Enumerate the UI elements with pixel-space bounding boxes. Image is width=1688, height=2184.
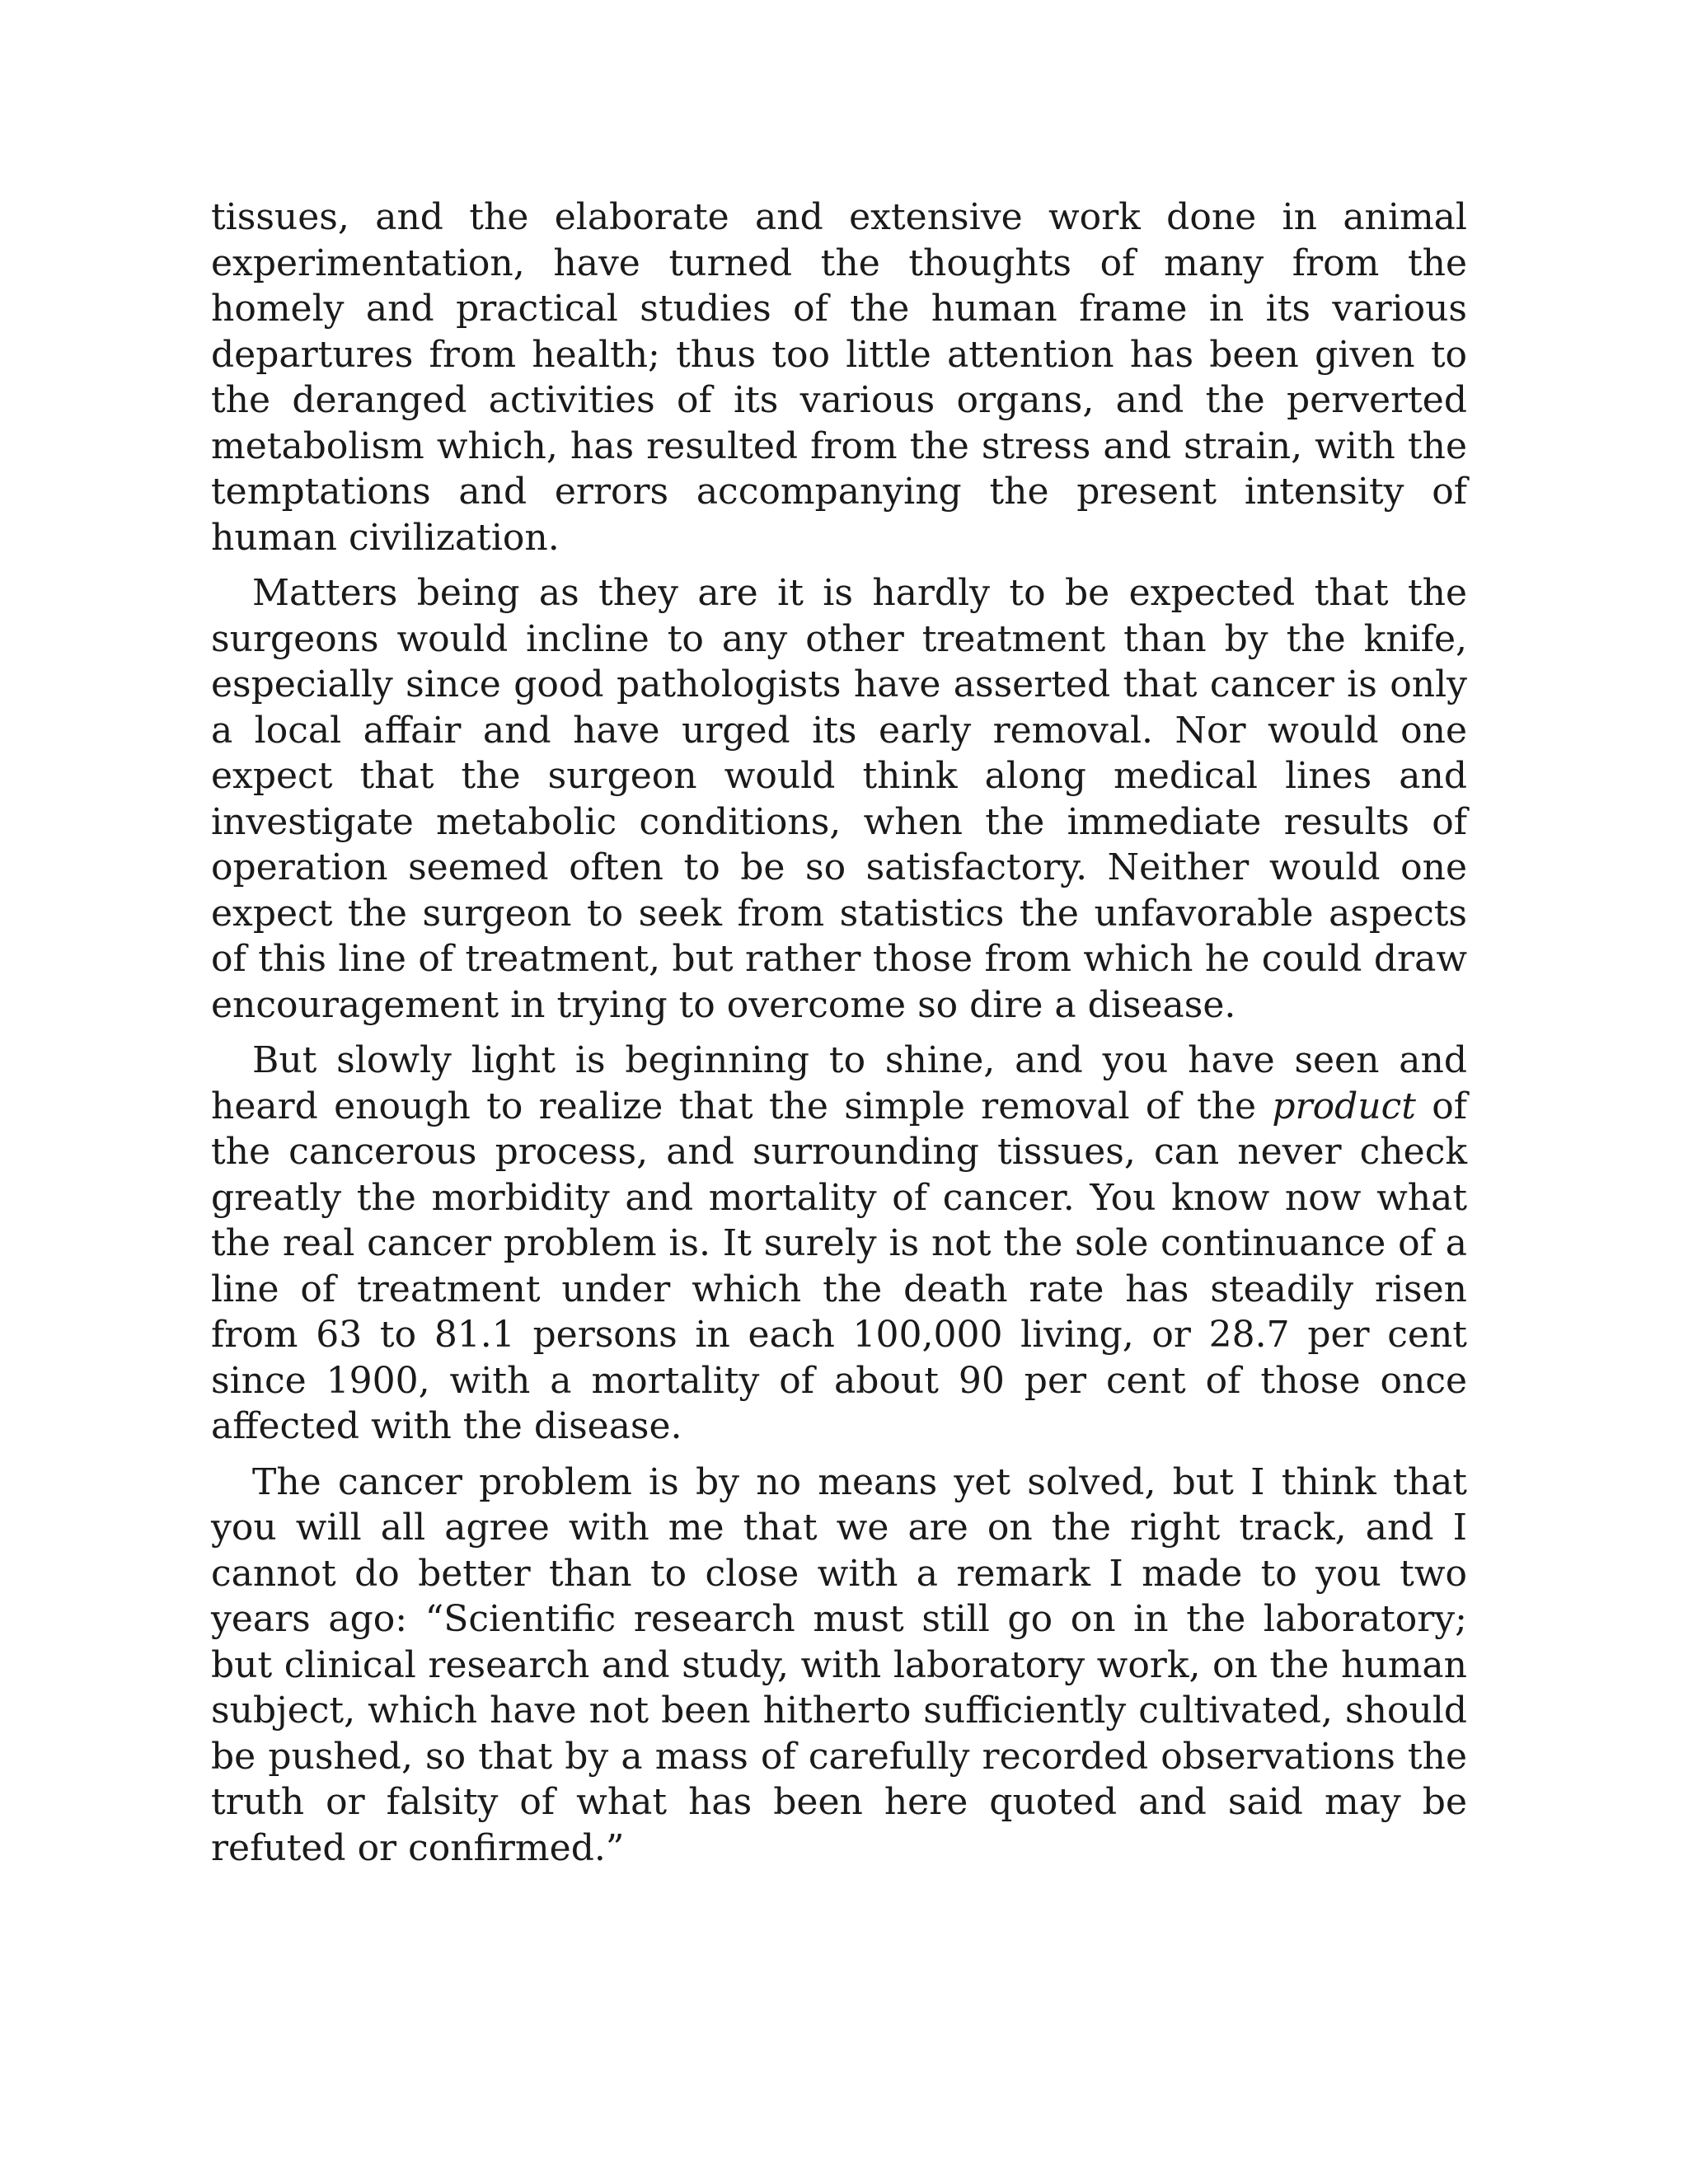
- paragraph-3-emphasis: product: [1272, 1085, 1416, 1127]
- paragraph-1: [211, 194, 1467, 560]
- document-page: [211, 194, 1467, 1881]
- paragraph-4: [211, 1460, 1467, 1872]
- paragraph-2-text: Matters being as they are it is hardly to be expected that the surgeons would incline to any other treatment than by the knife, especially since good pathologists have asserted that cancer is only a local affair and have urged its early removal. Nor would one expect that the surgeon would think along medical lines and investigate metabolic conditions, when the immediate results of operation seemed often to be so satisfactory. Neither would one expect the surgeon to seek from statistics the unfavorable aspects of this line of treatment, but rather those from which he could draw encouragement in trying to overcome so dire a disease.: [211, 572, 1467, 1026]
- paragraph-1-text: tissues, and the elaborate and extensive work done in animal experimentation, have turned the thoughts of many from the homely and practical studies of the human frame in its various departures from health; thus too little attention has been given to the deranged activities of its various organs, and the perverted metabolism which, has resulted from the stress and strain, with the temptations and errors accompanying the present intensity of human civilization.: [211, 196, 1467, 559]
- paragraph-3: [211, 1038, 1467, 1450]
- paragraph-4-text: The cancer problem is by no means yet solved, but I think that you will all agree with me that we are on the right track, and I cannot do better than to close with a remark I made to you two years ago: “Scientific research must still go on in the laboratory; but clinical research and study, with laboratory work, on the human subject, which have not been hitherto sufficiently cultivated, should be pushed, so that by a mass of carefully recorded observations the truth or falsity of what has been here quoted and said may be refuted or confirmed.”: [211, 1460, 1467, 1869]
- paragraph-3-text-after: of the cancerous process, and surrounding tissues, can never check greatly the morbidity and mortality of cancer. You know now what the real cancer problem is. It surely is not the sole continuance of a line of treatment under which the death rate has steadily risen from 63 to 81.1 persons in each 100,000 living, or 28.7 per cent since 1900, with a mortality of about 90 per cent of those once affected with the disease.: [211, 1085, 1467, 1447]
- paragraph-2: [211, 570, 1467, 1028]
- paragraph-3-text-before: But slowly light is beginning to shine, and you have seen and heard enough to realize that the simple removal of the: [211, 1039, 1467, 1127]
